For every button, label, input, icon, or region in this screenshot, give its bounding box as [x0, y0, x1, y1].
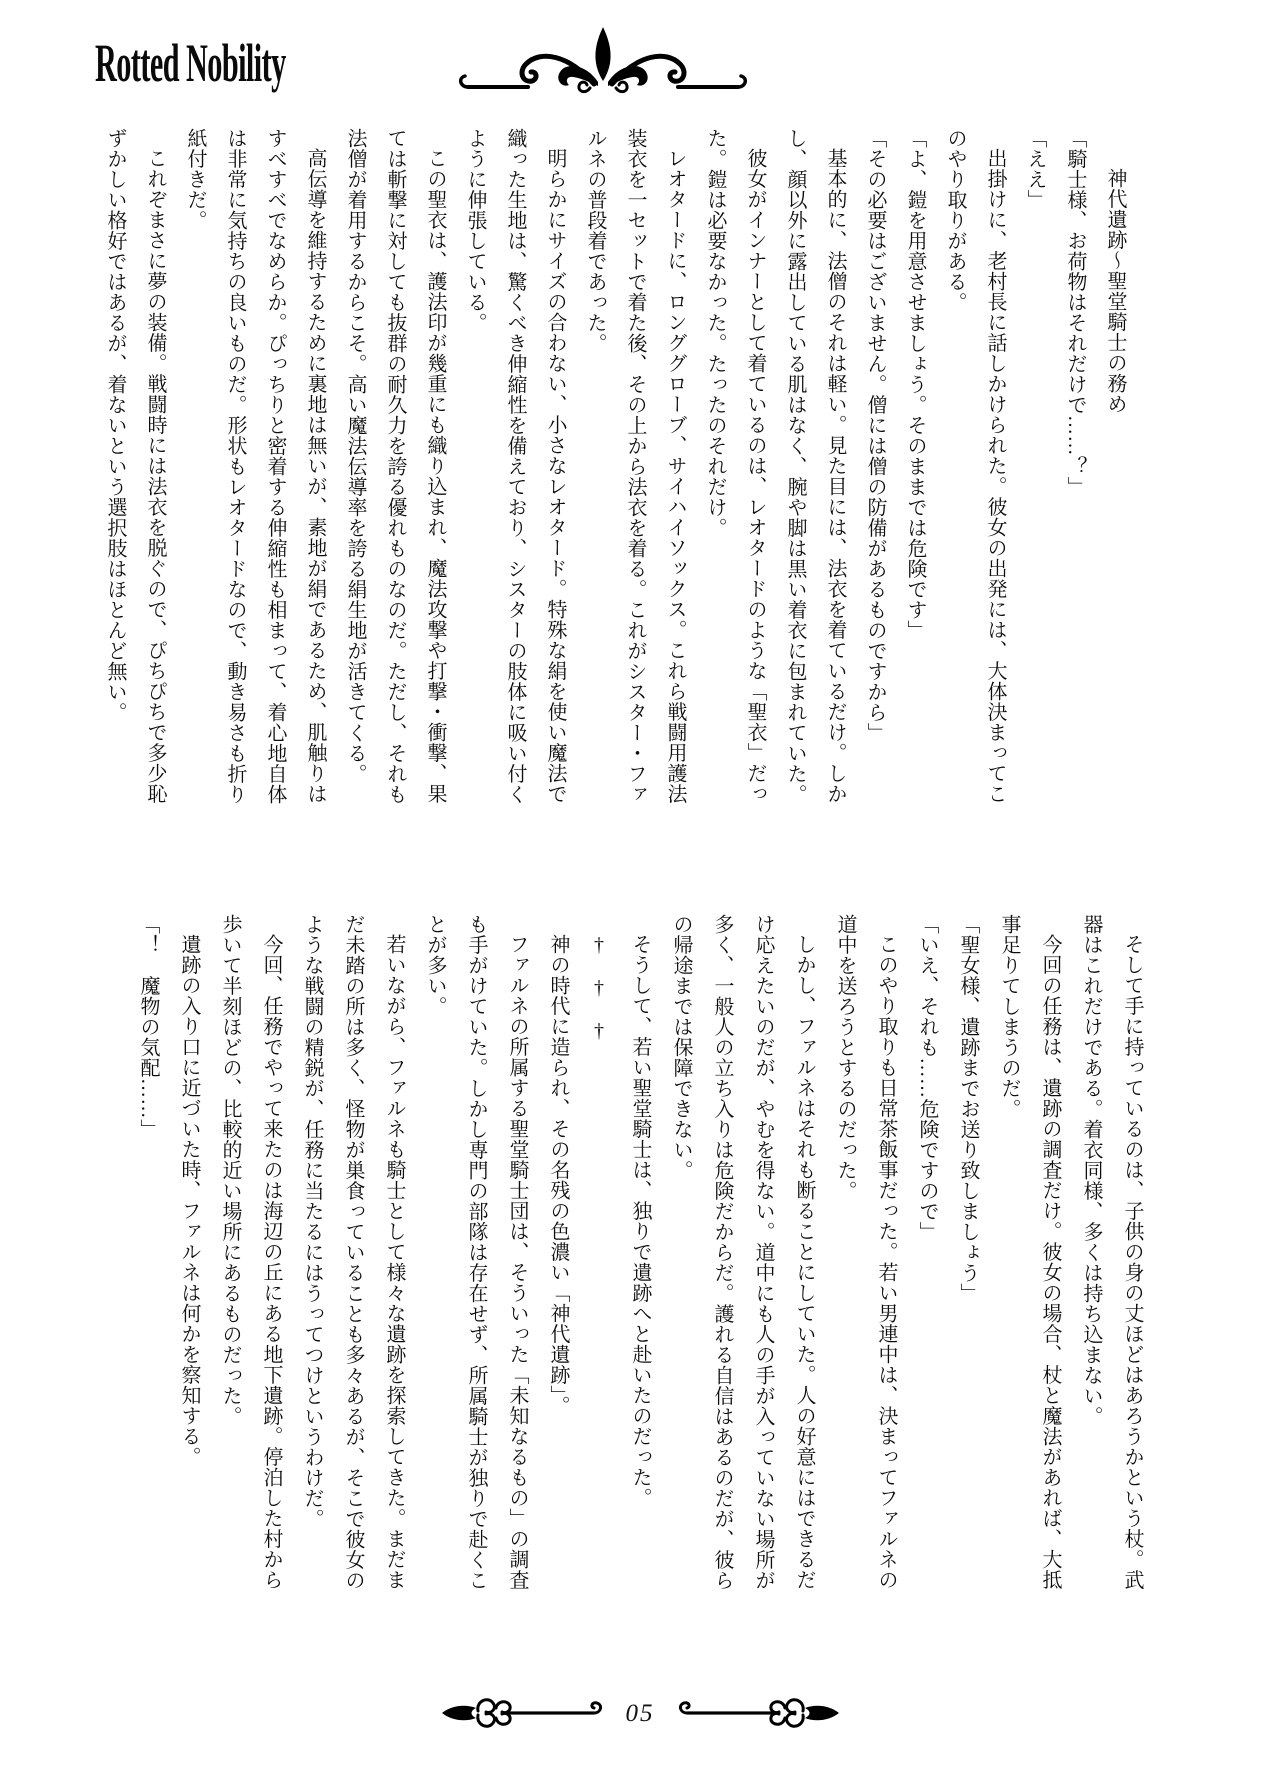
- text-column: は非常に気持ちの良いものだ。形状もレオタードなので、動き易さも折り: [224, 128, 246, 805]
- text-column: レオタードに、ロンググローブ、サイハイソックス。これら戦闘用護法: [664, 148, 686, 804]
- text-column: た。鎧は必要なかった。たったのそれだけ。: [704, 128, 726, 538]
- text-column: 遺跡の入り口に近づいた時、ファルネは何かを察知する。: [178, 934, 200, 1467]
- footer-flourish-right-icon: [669, 1691, 841, 1735]
- text-column: 若いながら、ファルネも騎士として様々な遺跡を探索してきた。まだま: [383, 934, 405, 1590]
- text-column: 出掛けに、老村長に話しかけられた。彼女の出発には、大体決まってこ: [984, 148, 1006, 804]
- text-column: 高伝導を維持するために裏地は無いが、素地が絹であるため、肌触りは: [304, 148, 326, 804]
- text-column: このやり取りも日常茶飯事だった。若い男連中は、決まってファルネの: [875, 934, 897, 1590]
- text-column: ずかしい格好ではあるが、着ないという選択肢はほとんど無い。: [104, 128, 126, 723]
- text-column: のやり取りがある。: [944, 128, 966, 313]
- fleur-de-lis-divider-icon: [448, 24, 758, 102]
- text-column: そうして、若い聖堂騎士は、独りで遺跡へと赴いたのだった。: [629, 934, 651, 1508]
- text-column: ルネの普段着であった。: [584, 128, 606, 354]
- text-column: しかし、ファルネはそれも断ることにしていた。人の好意にはできるだ: [793, 934, 815, 1590]
- section-separator: † † †: [588, 934, 610, 1043]
- text-column: 装衣を一セットで着た後、その上から法衣を着る。これがシスター・ファ: [624, 128, 646, 805]
- text-column: 織った生地は、驚くべき伸縮性を備えており、シスターの肢体に吸い付く: [504, 128, 526, 805]
- page-footer: [0, 1690, 1280, 1736]
- text-column: 道中を送ろうとするのだった。: [834, 914, 856, 1201]
- text-column: 歩いて半刻ほどの、比較的近い場所にあるものだった。: [219, 914, 241, 1427]
- footer-flourish-left-icon: [440, 1691, 612, 1735]
- text-column: 彼女がインナーとして着ているのは、レオタードのような「聖衣」だっ: [744, 148, 766, 804]
- text-column: ては斬撃に対しても抜群の耐久力を誇る優れものなのだ。ただし、それも: [384, 128, 406, 805]
- text-column: 「いえ、それも……危険ですので」: [916, 914, 938, 1242]
- text-column: そして手に持っているのは、子供の身の丈ほどはあろうかという杖。武: [1121, 934, 1143, 1590]
- text-column: 紙付きだ。: [184, 128, 206, 231]
- text-column: 基本的に、法僧のそれは軽い。見た目には、法衣を着ているだけ。しか: [824, 148, 846, 804]
- text-column: 今回、任務でやって来たのは海辺の丘にある地下遺跡。停泊した村から: [260, 934, 282, 1590]
- text-column: ファルネの所属する聖堂騎士団は、そういった「未知なるもの」の調査: [506, 934, 528, 1590]
- page-number: 05: [625, 1700, 655, 1727]
- story-top-band: [95, 128, 1135, 870]
- text-column: の帰途までは保障できない。: [670, 914, 692, 1181]
- text-column: 「聖女様、遺跡までお送り致しましょう」: [957, 914, 979, 1304]
- text-column: この聖衣は、護法印が幾重にも織り込まれ、魔法攻撃や打撃・衝撃、果: [424, 148, 446, 804]
- text-column: も手がけていた。しかし専門の部隊は存在せず、所属騎士が独りで赴くこ: [465, 914, 487, 1591]
- text-column: だ未踏の所は多く、怪物が巣食っていることも多々あるが、そこで彼女の: [342, 914, 364, 1591]
- text-column: ように伸張している。: [464, 128, 486, 333]
- text-column: し、顔以外に露出している肌はなく、腕や脚は黒い着衣に包まれていた。: [784, 128, 806, 805]
- text-column: け応えたいのだが、やむを得ない。道中にも人の手が入っていない場所が: [752, 914, 774, 1591]
- text-column: 神の時代に造られ、その名残の色濃い「神代遺跡」。: [547, 934, 569, 1416]
- text-column: 事足りてしまうのだ。: [998, 914, 1020, 1119]
- text-column: 「騎士様、お荷物はそれだけで……？」: [1064, 128, 1086, 497]
- story-bottom-band: [127, 914, 1152, 1656]
- story-heading-column: 神代遺跡～聖堂騎士の務め: [1104, 168, 1126, 414]
- text-column: 今回の任務は、遺跡の調査だけ。彼女の場合、杖と魔法があれば、大抵: [1039, 934, 1061, 1590]
- text-column: 「その必要はございません。僧には僧の防備があるものですから」: [864, 128, 886, 743]
- text-column: 法僧が着用するからこそ。高い魔法伝導率を誇る絹生地が活きてくる。: [344, 128, 366, 784]
- text-column: 「ええ」: [1024, 128, 1046, 210]
- text-column: 「！ 魔物の気配……」: [137, 914, 159, 1140]
- text-column: これぞまさに夢の装備。戦闘時には法衣を脱ぐので、ぴちぴちで多少恥: [144, 148, 166, 804]
- page-title: Rotted Nobility: [95, 33, 286, 93]
- text-column: とが多い。: [424, 914, 446, 1017]
- text-column: ような戦闘の精鋭が、任務に当たるにはうってつけというわけだ。: [301, 914, 323, 1529]
- text-column: 明らかにサイズの合わない、小さなレオタード。特殊な絹を使い魔法で: [544, 148, 566, 804]
- text-column: すべすべでなめらか。ぴっちりと密着する伸縮性も相まって、着心地自体: [264, 128, 286, 805]
- text-column: 多く、一般人の立ち入りは危険だからだ。護れる自信はあるのだが、彼ら: [711, 914, 733, 1591]
- text-column: 「よ、鎧を用意させましょう。そのままでは危険です」: [904, 128, 926, 641]
- text-column: 器はこれだけである。着衣同様、多くは持ち込まない。: [1080, 914, 1102, 1427]
